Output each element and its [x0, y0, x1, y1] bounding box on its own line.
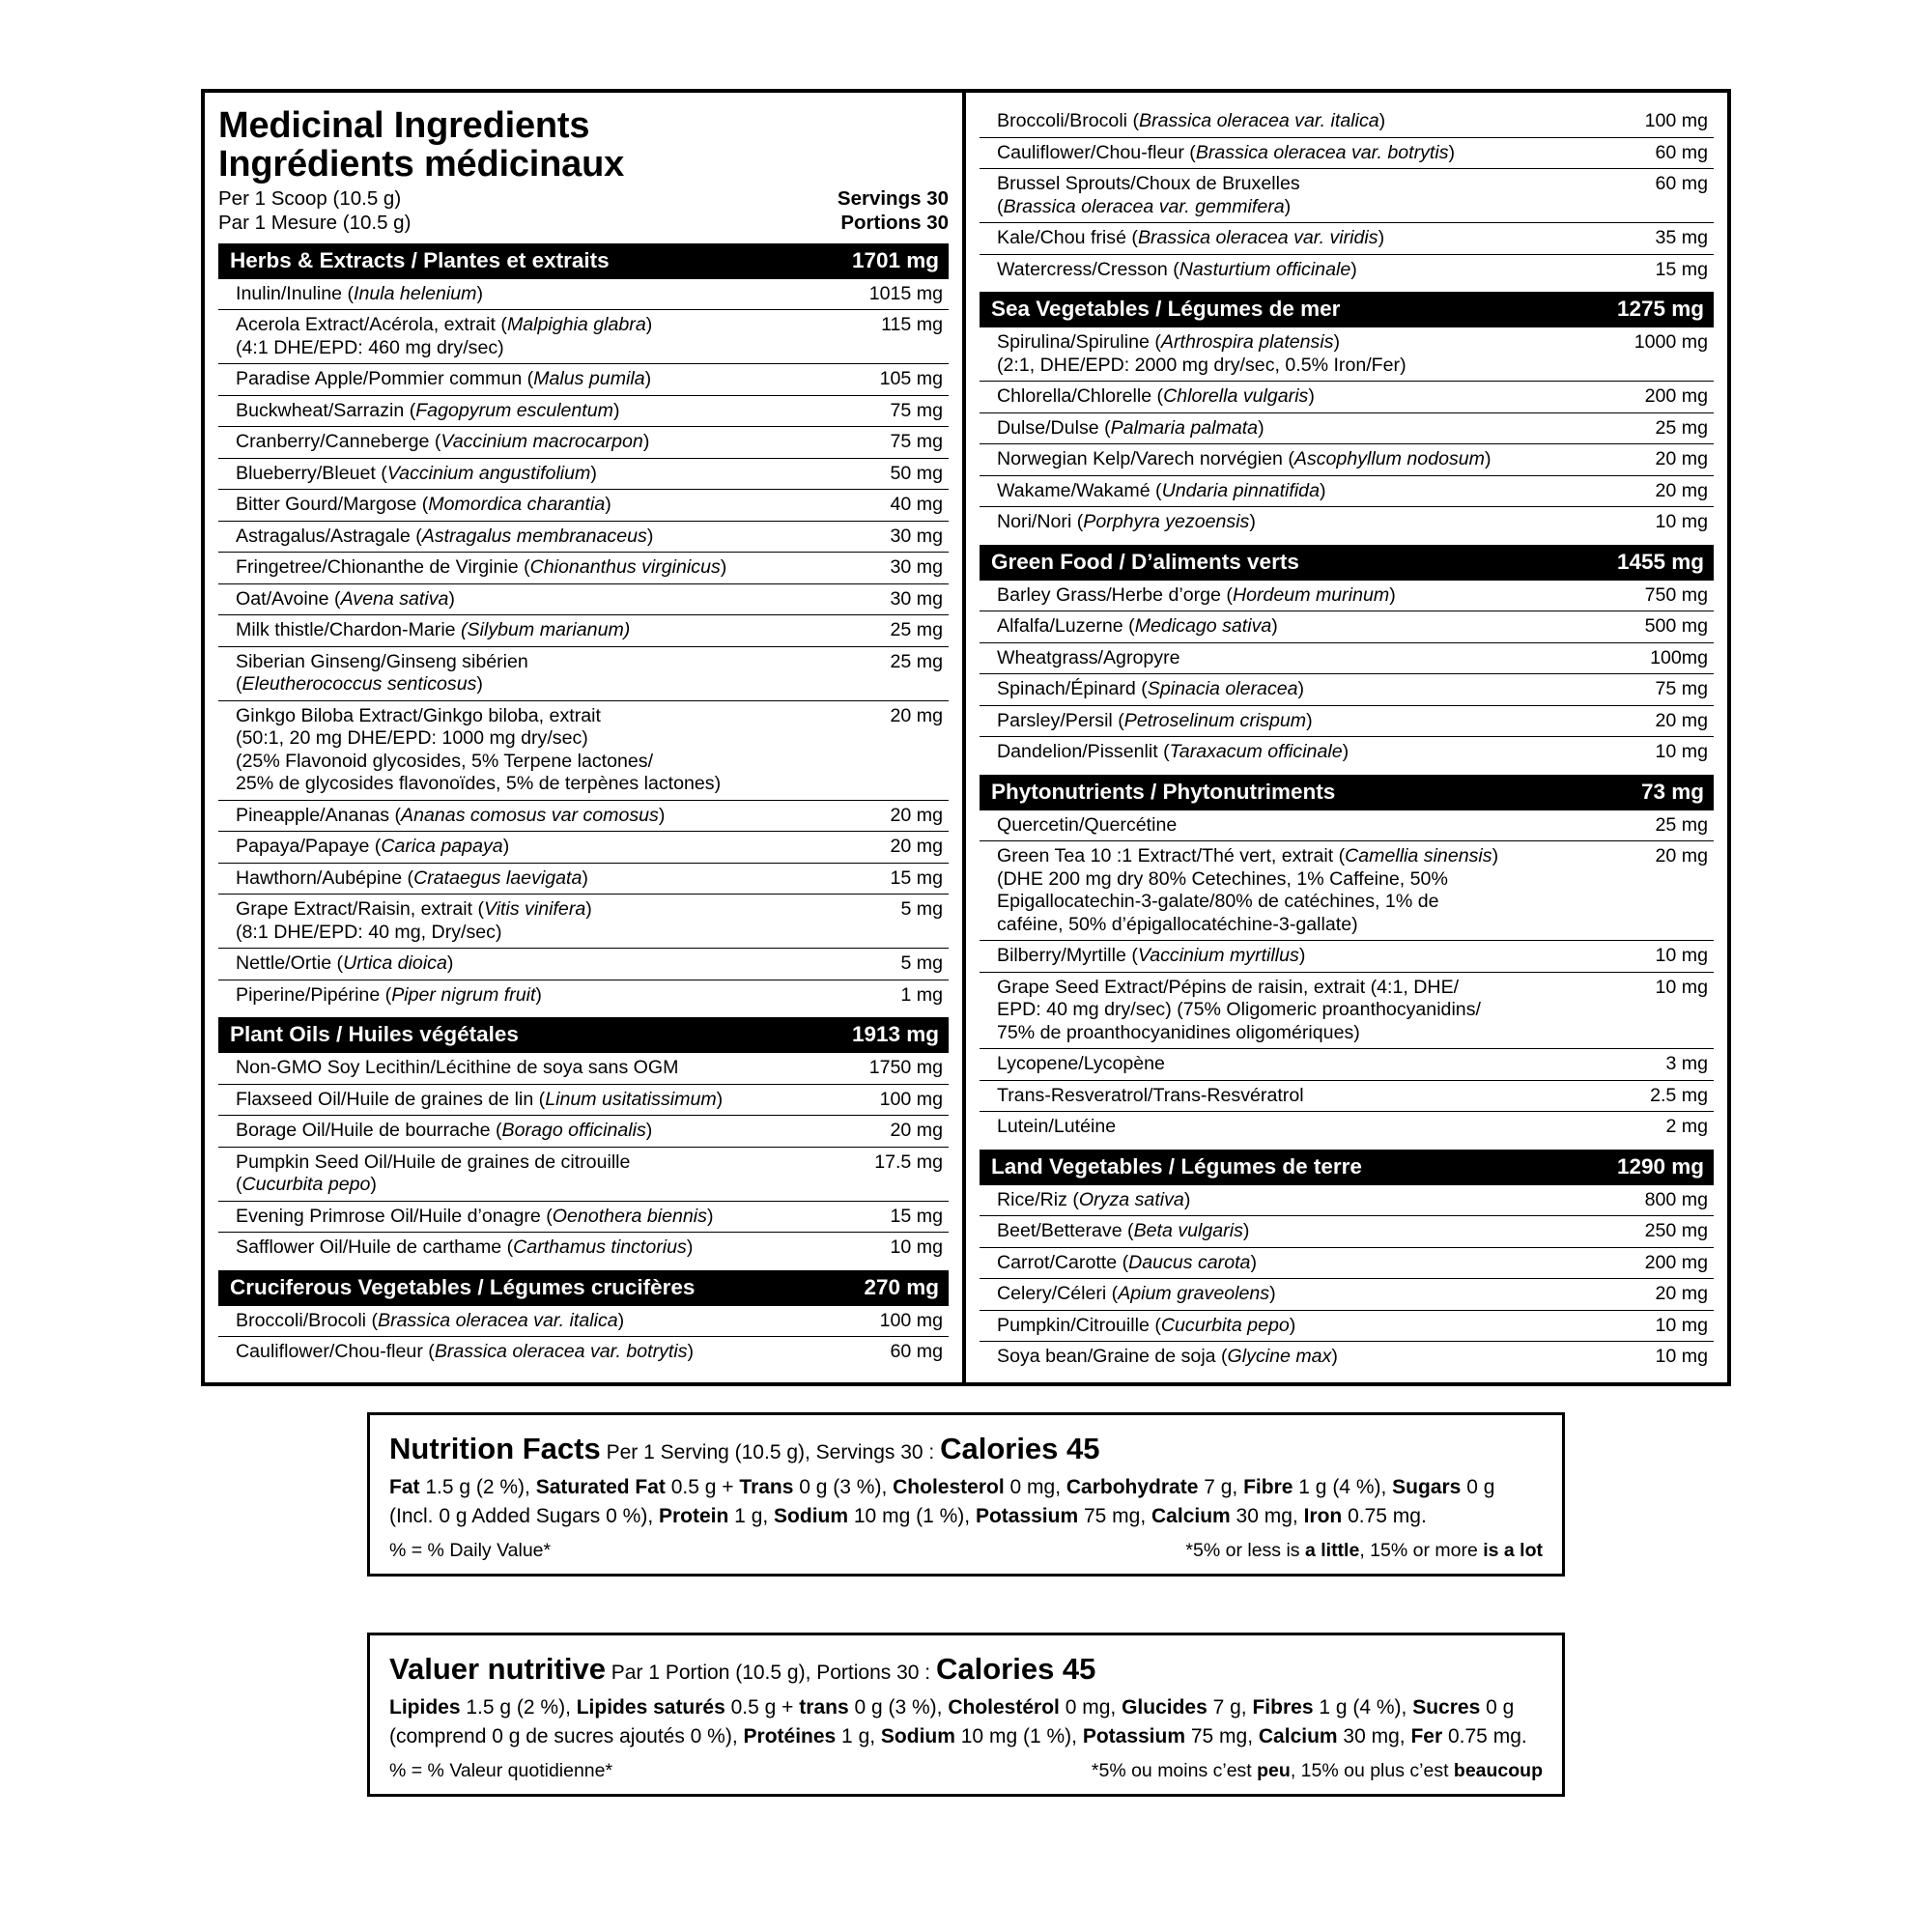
ingredient-amount: 1000 mg — [1596, 327, 1714, 382]
table-row — [218, 1084, 949, 1116]
section-header-bar — [218, 243, 949, 279]
ingredient-amount: 105 mg — [831, 364, 949, 396]
table-row — [218, 490, 949, 522]
table-row — [980, 137, 1714, 169]
ingredient-name: Rice/Riz (Oryza sativa) — [980, 1185, 1596, 1216]
ingredient-amount: 60 mg — [1596, 169, 1714, 223]
section-amount: 270 mg — [864, 1274, 939, 1299]
table-row — [218, 863, 949, 895]
ingredient-amount: 2.5 mg — [1596, 1080, 1714, 1112]
ingredient-amount: 10 mg — [1655, 1346, 1708, 1367]
servings-count-fr: Portions 30 — [840, 211, 949, 234]
ingredient-name: Piperine/Pipérine (Piper nigrum fruit) — [236, 983, 542, 1006]
nutrition-facts-fr-serving: Par 1 Portion (10.5 g), Portions 30 : — [605, 1662, 936, 1684]
ingredient-name: Pumpkin/Citrouille (Cucurbita pepo) — [980, 1310, 1596, 1342]
nutrition-facts-en-dv-scale: *5% or less is a little, 15% or more is a lot — [1185, 1540, 1543, 1562]
ingredient-amount: 20 mg — [1596, 705, 1714, 737]
ingredient-amount: 15 mg — [831, 863, 949, 895]
ingredient-name: Broccoli/Brocoli (Brassica oleracea var. italica) — [980, 106, 1596, 137]
ingredient-amount: 35 mg — [1596, 223, 1714, 255]
ingredient-amount: 20 mg — [831, 832, 949, 864]
ingredient-amount: 25 mg — [1596, 810, 1714, 841]
ingredient-amount: 15 mg — [831, 1201, 949, 1233]
ingredient-table — [218, 1053, 949, 1264]
ingredient-name: Cranberry/Canneberge (Vaccinium macrocarpon) — [218, 427, 831, 459]
section-header-bar — [218, 1017, 949, 1053]
ingredient-amount: 20 mg — [1596, 1279, 1714, 1311]
ingredient-amount: 115 mg — [831, 310, 949, 364]
ingredient-amount: 100 mg — [831, 1306, 949, 1337]
ingredient-name: Safflower Oil/Huile de carthame (Carthamus tinctorius) — [236, 1236, 694, 1259]
ingredient-name: Grape Seed Extract/Pépins de raisin, extrait (4:1, DHE/ EPD: 40 mg dry/sec) (75% Oligomeric proanthocyanidins/ 75% de proanthocyanidines oligomériques) — [980, 972, 1596, 1049]
table-row — [218, 427, 949, 459]
table-row — [980, 1112, 1714, 1143]
ingredient-name: Broccoli/Brocoli (Brassica oleracea var. italica) — [218, 1306, 831, 1337]
table-row — [980, 972, 1714, 1049]
serving-row-fr — [218, 211, 949, 235]
ingredient-name: Spinach/Épinard (Spinacia oleracea) — [980, 674, 1596, 706]
ingredient-table — [980, 581, 1714, 768]
ingredient-table — [980, 106, 1714, 285]
ingredient-name: Flaxseed Oil/Huile de graines de lin (Linum usitatissimum) — [218, 1084, 831, 1116]
section-amount: 1455 mg — [1616, 549, 1704, 574]
ingredient-name: Lycopene/Lycopène — [980, 1049, 1596, 1081]
table-row — [218, 395, 949, 427]
ingredient-name: Wheatgrass/Agropyre — [980, 642, 1596, 674]
ingredient-name: Papaya/Papaye (Carica papaya) — [218, 832, 831, 864]
ingredient-amount: 3 mg — [1596, 1049, 1714, 1081]
section-amount: 1290 mg — [1616, 1153, 1704, 1179]
table-row — [218, 980, 949, 1010]
ingredient-name: Acerola Extract/Acérola, extrait (Malpighia glabra) (4:1 DHE/EPD: 460 mg dry/sec) — [218, 310, 831, 364]
ingredient-name: Nettle/Ortie (Urtica dioica) — [218, 949, 831, 980]
nutrition-facts-en-body: Fat 1.5 g (2 %), Saturated Fat 0.5 g + Trans 0 g (3 %), Cholesterol 0 mg, Carbohydrate 7 g, Fibre 1 g (4 %), Sugars 0 g (Incl. 0 g Added Sugars 0 %), Protein 1 g, Sodium 10 mg (1 %), Potassium 75 mg, Calcium 30 mg, Iron 0.75 mg. — [389, 1475, 1495, 1527]
table-row — [980, 254, 1714, 285]
ingredient-name: Green Tea 10 :1 Extract/Thé vert, extrait (Camellia sinensis) (DHE 200 mg dry 80% Cetechines, 1% Caffeine, 50% Epigallocatechin-3-galate/80% de catéchines, 1% de caféine, 50% d’épigallocatéchine-3-gallate) — [980, 841, 1596, 941]
table-row — [218, 1147, 949, 1201]
nutrition-facts-fr-title: Valuer nutritive — [389, 1652, 606, 1686]
ingredient-amount: 50 mg — [831, 458, 949, 490]
nutrition-facts-fr-calories: Calories 45 — [935, 1652, 1096, 1686]
ingredient-table — [980, 327, 1714, 538]
table-row — [980, 674, 1714, 706]
section-title: Plant Oils / Huiles végétales — [230, 1022, 519, 1047]
ingredient-amount: 75 mg — [831, 395, 949, 427]
ingredient-amount: 25 mg — [1596, 412, 1714, 444]
nutrition-facts-fr — [367, 1633, 1565, 1797]
table-row — [980, 810, 1714, 841]
panel-right-column — [966, 93, 1727, 1382]
ingredient-name: Chlorella/Chlorelle (Chlorella vulgaris) — [980, 382, 1596, 413]
ingredient-name: Blueberry/Bleuet (Vaccinium angustifolium) — [218, 458, 831, 490]
table-row — [980, 611, 1714, 643]
section-title: Cruciferous Vegetables / Légumes crucifères — [230, 1274, 696, 1299]
table-row — [980, 507, 1714, 538]
ingredient-amount: 10 mg — [1596, 941, 1714, 973]
ingredient-amount: 60 mg — [1596, 137, 1714, 169]
table-row — [980, 841, 1714, 941]
nutrition-facts-fr-body: Lipides 1.5 g (2 %), Lipides saturés 0.5 g + trans 0 g (3 %), Cholestérol 0 mg, Glucides 7 g, Fibres 1 g (4 %), Sucres 0 g (comprend 0 g de sucres ajoutés 0 %), Protéines 1 g, Sodium 10 mg (1 %), Potassium 75 mg, Calcium 30 mg, Fer 0.75 mg. — [389, 1695, 1527, 1747]
ingredient-table — [218, 279, 949, 1011]
section-header-bar — [980, 545, 1714, 581]
panel-title-fr: Ingrédients médicinaux — [218, 144, 625, 185]
table-row — [218, 1053, 949, 1084]
section-amount: 73 mg — [1640, 779, 1704, 804]
table-row — [980, 382, 1714, 413]
ingredient-amount: 1750 mg — [831, 1053, 949, 1084]
ingredient-name: Barley Grass/Herbe d’orge (Hordeum murinum) — [980, 581, 1596, 611]
table-row — [980, 581, 1714, 611]
table-row — [980, 705, 1714, 737]
nutrition-facts-fr-dv-note: % = % Valeur quotidienne* — [389, 1760, 613, 1782]
nutrition-facts-fr-dv-scale: *5% ou moins c’est peu, 15% ou plus c’est beaucoup — [1091, 1760, 1543, 1782]
ingredient-name: Borage Oil/Huile de bourrache (Borago officinalis) — [218, 1116, 831, 1148]
ingredient-amount: 10 mg — [890, 1236, 943, 1259]
table-row — [218, 1306, 949, 1337]
table-row — [218, 1201, 949, 1233]
ingredient-name: Alfalfa/Luzerne (Medicago sativa) — [980, 611, 1596, 643]
table-row — [218, 364, 949, 396]
ingredient-name: Wakame/Wakamé (Undaria pinnatifida) — [980, 475, 1596, 507]
nutrition-facts-en-head — [389, 1429, 1543, 1469]
ingredient-name: Grape Extract/Raisin, extrait (Vitis vinifera) (8:1 DHE/EPD: 40 mg, Dry/sec) — [218, 895, 831, 949]
ingredient-name: Norwegian Kelp/Varech norvégien (Ascophyllum nodosum) — [980, 444, 1596, 476]
nutrition-facts-fr-head — [389, 1649, 1543, 1690]
ingredient-amount: 5 mg — [831, 895, 949, 949]
right-sections — [980, 106, 1714, 1373]
ingredient-name: Siberian Ginseng/Ginseng sibérien (Eleutherococcus senticosus) — [218, 646, 831, 700]
table-row — [980, 642, 1714, 674]
table-row — [218, 800, 949, 832]
ingredient-amount: 750 mg — [1596, 581, 1714, 611]
ingredient-amount: 20 mg — [1596, 841, 1714, 941]
table-row — [980, 1185, 1714, 1216]
table-row — [218, 279, 949, 310]
table-row — [218, 553, 949, 584]
ingredient-amount: 200 mg — [1596, 382, 1714, 413]
table-row — [218, 1337, 949, 1368]
table-row — [980, 1080, 1714, 1112]
ingredient-name: Evening Primrose Oil/Huile d’onagre (Oenothera biennis) — [218, 1201, 831, 1233]
ingredient-amount: 20 mg — [831, 800, 949, 832]
ingredient-name: Quercetin/Quercétine — [980, 810, 1596, 841]
ingredient-name: Bilberry/Myrtille (Vaccinium myrtillus) — [980, 941, 1596, 973]
ingredient-table — [980, 810, 1714, 1143]
ingredient-amount: 10 mg — [1655, 741, 1708, 762]
ingredient-amount: 20 mg — [1596, 444, 1714, 476]
section-title: Sea Vegetables / Légumes de mer — [991, 297, 1341, 321]
ingredient-name: Oat/Avoine (Avena sativa) — [218, 583, 831, 615]
table-row — [218, 615, 949, 647]
section-header-bar — [980, 775, 1714, 810]
ingredient-amount: 100mg — [1596, 642, 1714, 674]
section-title: Herbs & Extracts / Plantes et extraits — [230, 247, 610, 272]
table-row — [218, 1116, 949, 1148]
ingredient-name: Astragalus/Astragale (Astragalus membranaceus) — [218, 521, 831, 553]
section-header-bar — [980, 292, 1714, 327]
ingredient-amount: 800 mg — [1596, 1185, 1714, 1216]
table-row — [980, 1279, 1714, 1311]
ingredient-name: Brussel Sprouts/Choux de Bruxelles (Brassica oleracea var. gemmifera) — [980, 169, 1596, 223]
table-row — [218, 895, 949, 949]
ingredient-amount: 30 mg — [831, 583, 949, 615]
ingredient-name: Celery/Céleri (Apium graveolens) — [980, 1279, 1596, 1311]
ingredient-amount: 1 mg — [900, 983, 943, 1006]
table-row — [218, 832, 949, 864]
table-row — [218, 700, 949, 800]
table-row — [980, 475, 1714, 507]
table-row — [218, 310, 949, 364]
table-row — [980, 1310, 1714, 1342]
ingredient-amount: 17.5 mg — [831, 1147, 949, 1201]
nutrition-facts-fr-foot — [389, 1760, 1543, 1782]
ingredient-name: Hawthorn/Aubépine (Crataegus laevigata) — [218, 863, 831, 895]
table-row — [218, 1233, 949, 1264]
ingredient-name: Bitter Gourd/Margose (Momordica charantia) — [218, 490, 831, 522]
ingredient-amount: 30 mg — [831, 521, 949, 553]
ingredient-amount: 25 mg — [831, 646, 949, 700]
section-header-bar — [980, 1150, 1714, 1185]
ingredient-amount: 15 mg — [1655, 258, 1708, 280]
ingredient-amount: 60 mg — [890, 1341, 943, 1363]
ingredient-amount: 2 mg — [1665, 1116, 1708, 1137]
ingredient-name: Paradise Apple/Pommier commun (Malus pumila) — [218, 364, 831, 396]
table-row — [980, 1216, 1714, 1248]
table-row — [218, 949, 949, 980]
table-row — [980, 1247, 1714, 1279]
ingredient-name: Watercress/Cresson (Nasturtium officinale) — [997, 258, 1357, 280]
ingredient-name: Kale/Chou frisé (Brassica oleracea var. viridis) — [980, 223, 1596, 255]
ingredient-name: Trans-Resveratrol/Trans-Resvératrol — [980, 1080, 1596, 1112]
ingredient-name: Fringetree/Chionanthe de Virginie (Chionanthus virginicus) — [218, 553, 831, 584]
ingredient-name: Nori/Nori (Porphyra yezoensis) — [997, 511, 1256, 532]
ingredient-name: Cauliflower/Chou-fleur (Brassica oleracea var. botrytis) — [980, 137, 1596, 169]
ingredient-name: Cauliflower/Chou-fleur (Brassica oleracea var. botrytis) — [236, 1341, 695, 1363]
ingredient-amount: 200 mg — [1596, 1247, 1714, 1279]
table-row — [980, 1342, 1714, 1373]
nutrition-facts-en-foot — [389, 1540, 1543, 1562]
ingredient-amount: 10 mg — [1655, 511, 1708, 532]
ingredient-name: Pumpkin Seed Oil/Huile de graines de citrouille (Cucurbita pepo) — [218, 1147, 831, 1201]
ingredient-name: Spirulina/Spiruline (Arthrospira platensis) (2:1, DHE/EPD: 2000 mg dry/sec, 0.5% Iron/Fer) — [980, 327, 1596, 382]
ingredient-name: Pineapple/Ananas (Ananas comosus var comosus) — [218, 800, 831, 832]
ingredient-amount: 250 mg — [1596, 1216, 1714, 1248]
ingredient-name: Inulin/Inuline (Inula helenium) — [218, 279, 831, 310]
table-row — [980, 941, 1714, 973]
ingredient-amount: 40 mg — [831, 490, 949, 522]
section-amount: 1275 mg — [1616, 297, 1704, 321]
section-title: Land Vegetables / Légumes de terre — [991, 1153, 1362, 1179]
ingredient-name: Parsley/Persil (Petroselinum crispum) — [980, 705, 1596, 737]
panel-title-en: Medicinal Ingredients — [218, 105, 590, 146]
ingredient-name: Dulse/Dulse (Palmaria palmata) — [980, 412, 1596, 444]
ingredient-name: Beet/Betterave (Beta vulgaris) — [980, 1216, 1596, 1248]
servings-count-en: Servings 30 — [837, 186, 949, 210]
table-row — [218, 521, 949, 553]
ingredient-name: Milk thistle/Chardon-Marie (Silybum marianum) — [218, 615, 831, 647]
nutrition-facts-en-calories: Calories 45 — [940, 1432, 1100, 1465]
table-row — [980, 106, 1714, 137]
table-row — [980, 737, 1714, 768]
ingredient-name: Ginkgo Biloba Extract/Ginkgo biloba, extrait (50:1, 20 mg DHE/EPD: 1000 mg dry/sec) (25% Flavonoid glycosides, 5% Terpene lactones/ 25% de glycosides flavonoïdes, 5% de terpènes lactones) — [218, 700, 831, 800]
ingredient-amount: 100 mg — [831, 1084, 949, 1116]
table-row — [980, 1049, 1714, 1081]
ingredient-amount: 20 mg — [831, 700, 949, 800]
nutrition-facts-en-dv-note: % = % Daily Value* — [389, 1540, 552, 1562]
ingredient-amount: 5 mg — [831, 949, 949, 980]
ingredient-amount: 25 mg — [831, 615, 949, 647]
section-title: Green Food / D’aliments verts — [991, 549, 1299, 574]
medicinal-ingredients-panel — [201, 89, 1731, 1386]
table-row — [980, 412, 1714, 444]
ingredient-amount: 10 mg — [1596, 1310, 1714, 1342]
section-amount: 1701 mg — [851, 247, 939, 272]
ingredient-amount: 20 mg — [831, 1116, 949, 1148]
nutrition-facts-en — [367, 1412, 1565, 1577]
ingredient-name: Carrot/Carotte (Daucus carota) — [980, 1247, 1596, 1279]
section-title: Phytonutrients / Phytonutriments — [991, 779, 1336, 804]
serving-size-fr: Par 1 Mesure (10.5 g) — [218, 211, 412, 234]
ingredient-name: Non-GMO Soy Lecithin/Lécithine de soya sans OGM — [218, 1053, 831, 1084]
table-row — [980, 444, 1714, 476]
table-row — [218, 458, 949, 490]
table-row — [980, 169, 1714, 223]
ingredient-table — [980, 1185, 1714, 1373]
ingredient-amount: 75 mg — [1596, 674, 1714, 706]
ingredient-amount: 100 mg — [1596, 106, 1714, 137]
panel-left-column — [205, 93, 966, 1382]
ingredient-table — [218, 1306, 949, 1368]
ingredient-amount: 30 mg — [831, 553, 949, 584]
ingredient-amount: 1015 mg — [831, 279, 949, 310]
nutrition-facts-en-serving: Per 1 Serving (10.5 g), Servings 30 : — [600, 1441, 941, 1463]
ingredient-name: Soya bean/Graine de soja (Glycine max) — [997, 1346, 1338, 1367]
serving-size-en: Per 1 Scoop (10.5 g) — [218, 186, 402, 210]
nutrition-facts-en-title: Nutrition Facts — [389, 1432, 601, 1465]
ingredient-name: Lutein/Lutéine — [997, 1116, 1117, 1137]
section-amount: 1913 mg — [851, 1022, 939, 1047]
section-header-bar — [218, 1270, 949, 1306]
table-row — [218, 583, 949, 615]
ingredient-amount: 20 mg — [1596, 475, 1714, 507]
ingredient-amount: 500 mg — [1596, 611, 1714, 643]
ingredient-name: Dandelion/Pissenlit (Taraxacum officinale) — [997, 741, 1350, 762]
ingredient-amount: 10 mg — [1596, 972, 1714, 1049]
serving-row-en — [218, 186, 949, 211]
ingredient-name: Buckwheat/Sarrazin (Fagopyrum esculentum) — [218, 395, 831, 427]
ingredient-amount: 75 mg — [831, 427, 949, 459]
left-sections — [218, 243, 949, 1368]
table-row — [218, 646, 949, 700]
table-row — [980, 223, 1714, 255]
table-row — [980, 327, 1714, 382]
